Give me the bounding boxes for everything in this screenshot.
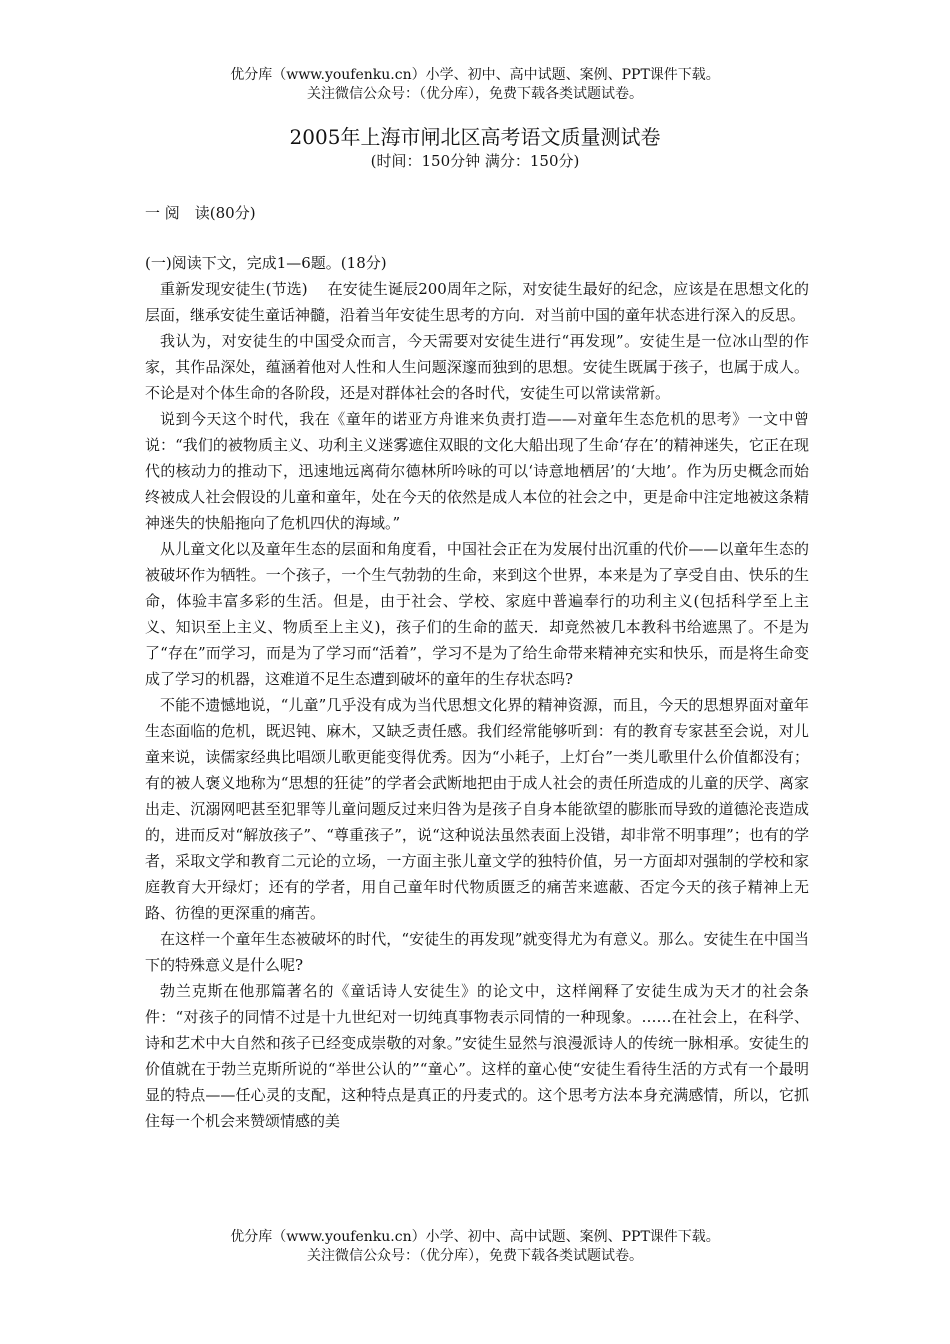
page-header <box>0 66 950 104</box>
paragraph: 不能不遗憾地说，“儿童”几乎没有成为当代思想文化界的精神资源，而且，今天的思想界面对童年生态面临的危机，既迟钝、麻木，又缺乏责任感。我们经常能够听到：有的教育专家甚至会说，对儿童来说，读儒家经典比唱颂儿歌更能变得优秀。因为“小耗子，上灯台”一类儿歌里什么价值都没有；有的被人褒义地称为“思想的狂徒”的学者会武断地把由于成人社会的责任所造成的儿童的厌学、离家出走、沉溺网吧甚至犯罪等儿童问题反过来归咎为是孩子自身本能欲望的膨胀而导致的道德沦丧造成的，进而反对“解放孩子”、“尊重孩子”，说“这种说法虽然表面上没错，却非常不明事理”；也有的学者，采取文学和教育二元论的立场，一方面主张儿童文学的独特价值，另一方面却对强制的学校和家庭教育大开绿灯；还有的学者，用自己童年时代物质匮乏的痛苦来遮蔽、否定今天的孩子精神上无路、彷徨的更深重的痛苦。 <box>145 696 809 922</box>
paragraph: 勃兰克斯在他那篇著名的《童话诗人安徒生》的论文中，这样阐释了安徒生成为天才的社会条件：“对孩子的同情不过是十九世纪对一切纯真事物表示同情的一种现象。……在社会上，在科学、诗和艺术中大自然和孩子已经变成崇敬的对象。”安徒生显然与浪漫派诗人的传统一脉相承。安徒生的价值就在于勃兰克斯所说的“举世公认的”“童心”。这样的童心使“安徒生看待生活的方式有一个最明显的特点——任心灵的支配，这种特点是真正的丹麦式的。这个思考方法本身充满感情，所以，它抓住每一个机会来赞颂情感的美 <box>145 982 809 1130</box>
paragraph: 重新发现安徒生(节选) 在安徒生诞辰200周年之际，对安徒生最好的纪念，应该是在思想文化的层面，继承安徒生童话神髓，沿着当年安徒生思考的方向．对当前中国的童年状态进行深入的反思。 <box>145 280 809 324</box>
paragraph: 我认为，对安徒生的中国受众而言，今天需要对安徒生进行“再发现”。安徒生是一位冰山型的作家，其作品深处，蕴涵着他对人性和人生问题深邃而独到的思想。安徒生既属于孩子，也属于成人。不论是对个体生命的各阶段，还是对群体社会的各时代，安徒生可以常读常新。 <box>145 332 809 402</box>
paragraph: 在这样一个童年生态被破坏的时代，“安徒生的再发现”就变得尤为有意义。那么。安徒生在中国当下的特殊意义是什么呢? <box>145 930 809 974</box>
section-title: 一 阅 读(80分) <box>145 204 256 222</box>
paragraph: 从儿童文化以及童年生态的层面和角度看，中国社会正在为发展付出沉重的代价——以童年生态的被破坏作为牺牲。一个孩子，一个生气勃勃的生命，来到这个世界，本来是为了享受自由、快乐的生命，体验丰富多彩的生活。但是，由于社会、学校、家庭中普遍奉行的功利主义(包括科学至上主义、知识至上主义、物质至上主义)，孩子们的生命的蓝天．却竟然被几本教科书给遮黑了。不是为了“存在”而学习，而是为了学习而“活着”，学习不是为了给生命带来精神充实和快乐，而是将生命变成了学习的机器，这难道不足生态遭到破坏的童年的生存状态吗? <box>145 540 809 688</box>
paragraph: 说到今天这个时代，我在《童年的诺亚方舟谁来负责打造——对童年生态危机的思考》一文中曾说：“我们的被物质主义、功利主义迷雾遮住双眼的文化大船出现了生命‘存在’的精神迷失，它正在现代的核动力的推动下，迅速地远离荷尔德林所吟咏的可以‘诗意地栖居’的‘大地’。作为历史概念而始终被成人社会假设的儿童和童年，处在今天的依然是成人本位的社会之中，更是命中注定地被这条精神迷失的快船拖向了危机四伏的海域。” <box>145 410 809 532</box>
header-wechat-line: 关注微信公众号：（优分库），免费下载各类试题试卷。 <box>307 86 643 102</box>
page-footer <box>0 1228 950 1266</box>
header-site-line: 优分库（www.youfenku.cn）小学、初中、高中试题、案例、PPT课件下载。 <box>230 67 720 83</box>
reading-content <box>145 250 809 1134</box>
document-subtitle: (时间：150分钟 满分：150分) <box>370 152 580 170</box>
subsection-heading: (一)阅读下文，完成1—6题。(18分) <box>145 254 387 272</box>
footer-site-line: 优分库（www.youfenku.cn）小学、初中、高中试题、案例、PPT课件下载。 <box>230 1229 720 1245</box>
footer-wechat-line: 关注微信公众号：（优分库），免费下载各类试题试卷。 <box>307 1248 643 1264</box>
document-title: 2005年上海市闸北区高考语文质量测试卷 <box>289 125 661 149</box>
